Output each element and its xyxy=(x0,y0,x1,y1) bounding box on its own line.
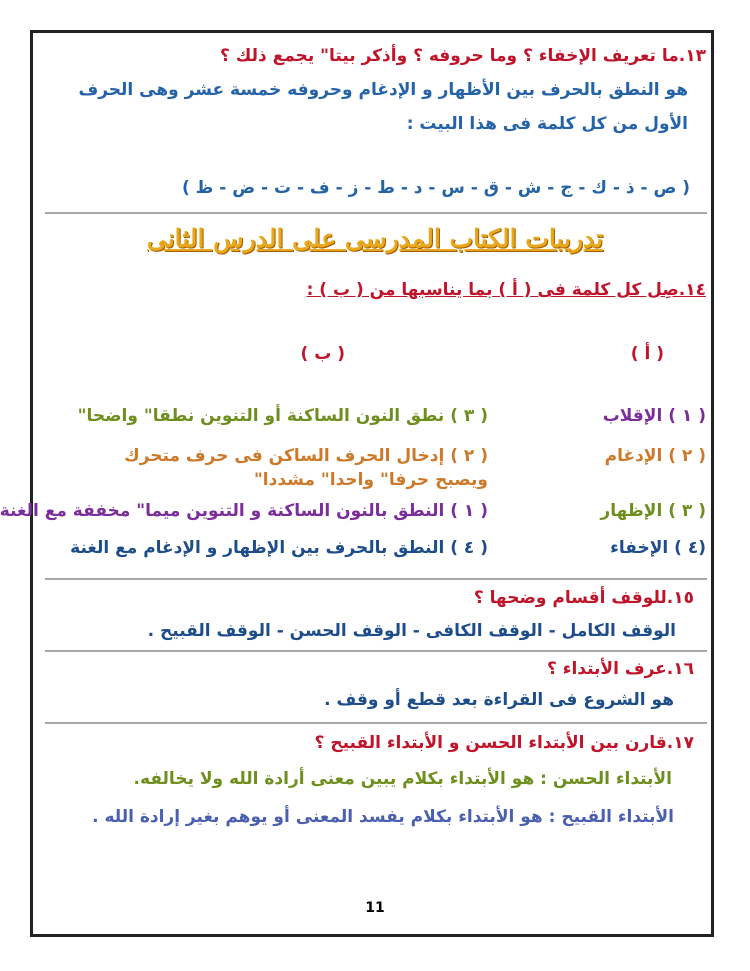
q14-row2-a: ( ٢ ) الإدغام xyxy=(604,446,706,466)
section-title: تدريبات الكتاب المدرسى على الدرس الثانى xyxy=(146,224,604,253)
q13-answer-line2: الأول من كل كلمة فى هذا البيت : xyxy=(406,114,688,134)
q16-answer: هو الشروع فى القراءة بعد قطع أو وقف . xyxy=(324,690,674,710)
q14-header-a: ( أ ) xyxy=(630,344,664,364)
q17-answer1: الأبتداء الحسن : هو الأبتداء بكلام يبين معنى أرادة الله ولا يخالفه. xyxy=(133,769,672,789)
q14-row4-a: (٤ ) الإخفاء xyxy=(610,538,706,558)
divider xyxy=(45,650,707,652)
q15-question: ١٥.للوقف أقسام وضحها ؟ xyxy=(473,588,694,608)
q16-question: ١٦.عرف الأبتداء ؟ xyxy=(546,659,694,679)
divider xyxy=(45,578,707,580)
q14-row3-a: ( ٣ ) الإظهار xyxy=(600,501,706,521)
q17-question: ١٧.قارن بين الأبتداء الحسن و الأبتداء القبيح ؟ xyxy=(314,733,694,753)
divider xyxy=(45,212,707,214)
page-number: 11 xyxy=(365,900,385,916)
q14-question: ١٤.صِل كل كلمة فى ( أ ) بما يناسبها من ( ب ) : xyxy=(306,280,706,300)
q14-row1-b: ( ٣ ) نطق النون الساكنة أو التنوين نطقا" واضحا" xyxy=(77,406,488,426)
q13-question: ١٣.ما تعريف الإخفاء ؟ وما حروفه ؟ وأذكر بيتا" يجمع ذلك ؟ xyxy=(219,46,706,66)
q15-answer: الوقف الكامل - الوقف الكافى - الوقف الحسن - الوقف القبيح . xyxy=(147,621,676,641)
q14-row2-b-cont: ويصبح حرفا" واحدا" مشددا" xyxy=(253,470,488,490)
q14-header-b: ( ب ) xyxy=(300,344,345,364)
q17-answer2: الأبتداء القبيح : هو الأبتداء بكلام يفسد المعنى أو يوهم بغير إرادة الله . xyxy=(92,807,674,827)
q14-row1-a: ( ١ ) الإقلاب xyxy=(602,406,706,426)
q14-row4-b: ( ٤ ) النطق بالحرف بين الإظهار و الإدغام مع الغنة xyxy=(70,538,488,558)
q13-letters: ( ص - ذ - ك - ج - ش - ق - س - د - ط - ز - ف - ت - ض - ظ ) xyxy=(181,178,690,198)
q13-answer-line1: هو النطق بالحرف بين الأظهار و الإدغام وحروفه خمسة عشر وهى الحرف xyxy=(78,80,688,100)
divider xyxy=(45,722,707,724)
q14-row3-b: ( ١ ) النطق بالنون الساكنة و التنوين ميما" مخففة مع الغنة xyxy=(0,501,488,521)
q14-row2-b: ( ٢ ) إدخال الحرف الساكن فى حرف متحرك xyxy=(124,446,488,466)
